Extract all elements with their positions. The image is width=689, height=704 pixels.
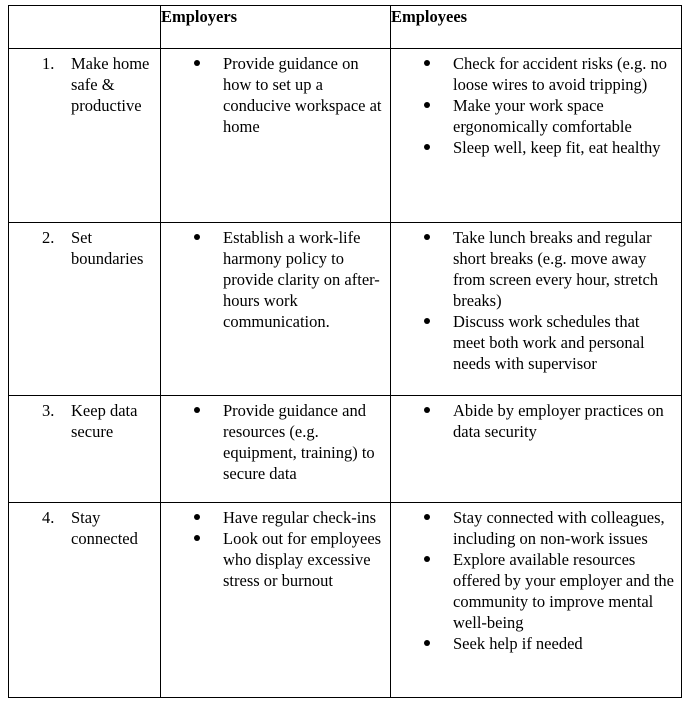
employers-cell xyxy=(161,49,391,223)
row-label: Set boundaries xyxy=(71,228,144,268)
employers-cell xyxy=(161,396,391,503)
list-item: Sleep well, keep fit, eat healthy xyxy=(453,138,661,157)
row-label-cell xyxy=(9,396,161,503)
table-row xyxy=(9,223,682,396)
employees-cell xyxy=(391,396,682,503)
employees-cell xyxy=(391,223,682,396)
list-item: Abide by employer practices on data security xyxy=(453,401,664,441)
employers-cell xyxy=(161,503,391,698)
row-number: 1. xyxy=(42,54,55,73)
row-label-cell xyxy=(9,49,161,223)
employees-cell xyxy=(391,49,682,223)
list-item: Provide guidance on how to set up a conducive workspace at home xyxy=(223,54,382,136)
row-label-cell xyxy=(9,223,161,396)
employees-cell xyxy=(391,503,682,698)
row-number: 4. xyxy=(42,508,55,527)
list-item: Take lunch breaks and regular short breaks (e.g. move away from screen every hour, stretch breaks) xyxy=(453,228,659,310)
list-item: Discuss work schedules that meet both work and personal needs with supervisor xyxy=(453,312,645,373)
header-employers: Employers xyxy=(161,6,391,49)
list-item: Establish a work-life harmony policy to provide clarity on after-hours work communication. xyxy=(223,228,380,331)
list-item: Explore available resources offered by your employer and the community to improve mental well-being xyxy=(453,550,674,632)
row-label: Stay connected xyxy=(71,508,138,548)
row-number: 3. xyxy=(42,401,55,420)
list-item: Provide guidance and resources (e.g. equipment, training) to secure data xyxy=(223,401,375,483)
list-item: Look out for employees who display excessive stress or burnout xyxy=(223,529,382,590)
list-item: Seek help if needed xyxy=(453,634,583,653)
list-item: Check for accident risks (e.g. no loose wires to avoid tripping) xyxy=(453,54,667,94)
guidelines-table xyxy=(8,5,682,698)
row-label: Make home safe & productive xyxy=(71,54,150,115)
table-header-row xyxy=(9,6,682,49)
row-label: Keep data secure xyxy=(71,401,138,441)
list-item: Stay connected with colleagues, including on non-work issues xyxy=(453,508,665,548)
row-label-cell xyxy=(9,503,161,698)
table-row xyxy=(9,396,682,503)
header-employees: Employees xyxy=(391,6,682,49)
list-item: Make your work space ergonomically comfortable xyxy=(453,96,632,136)
row-number: 2. xyxy=(42,228,55,247)
list-item: Have regular check-ins xyxy=(223,508,377,527)
table-row xyxy=(9,49,682,223)
header-blank xyxy=(9,6,161,49)
employers-cell xyxy=(161,223,391,396)
table-row xyxy=(9,503,682,698)
